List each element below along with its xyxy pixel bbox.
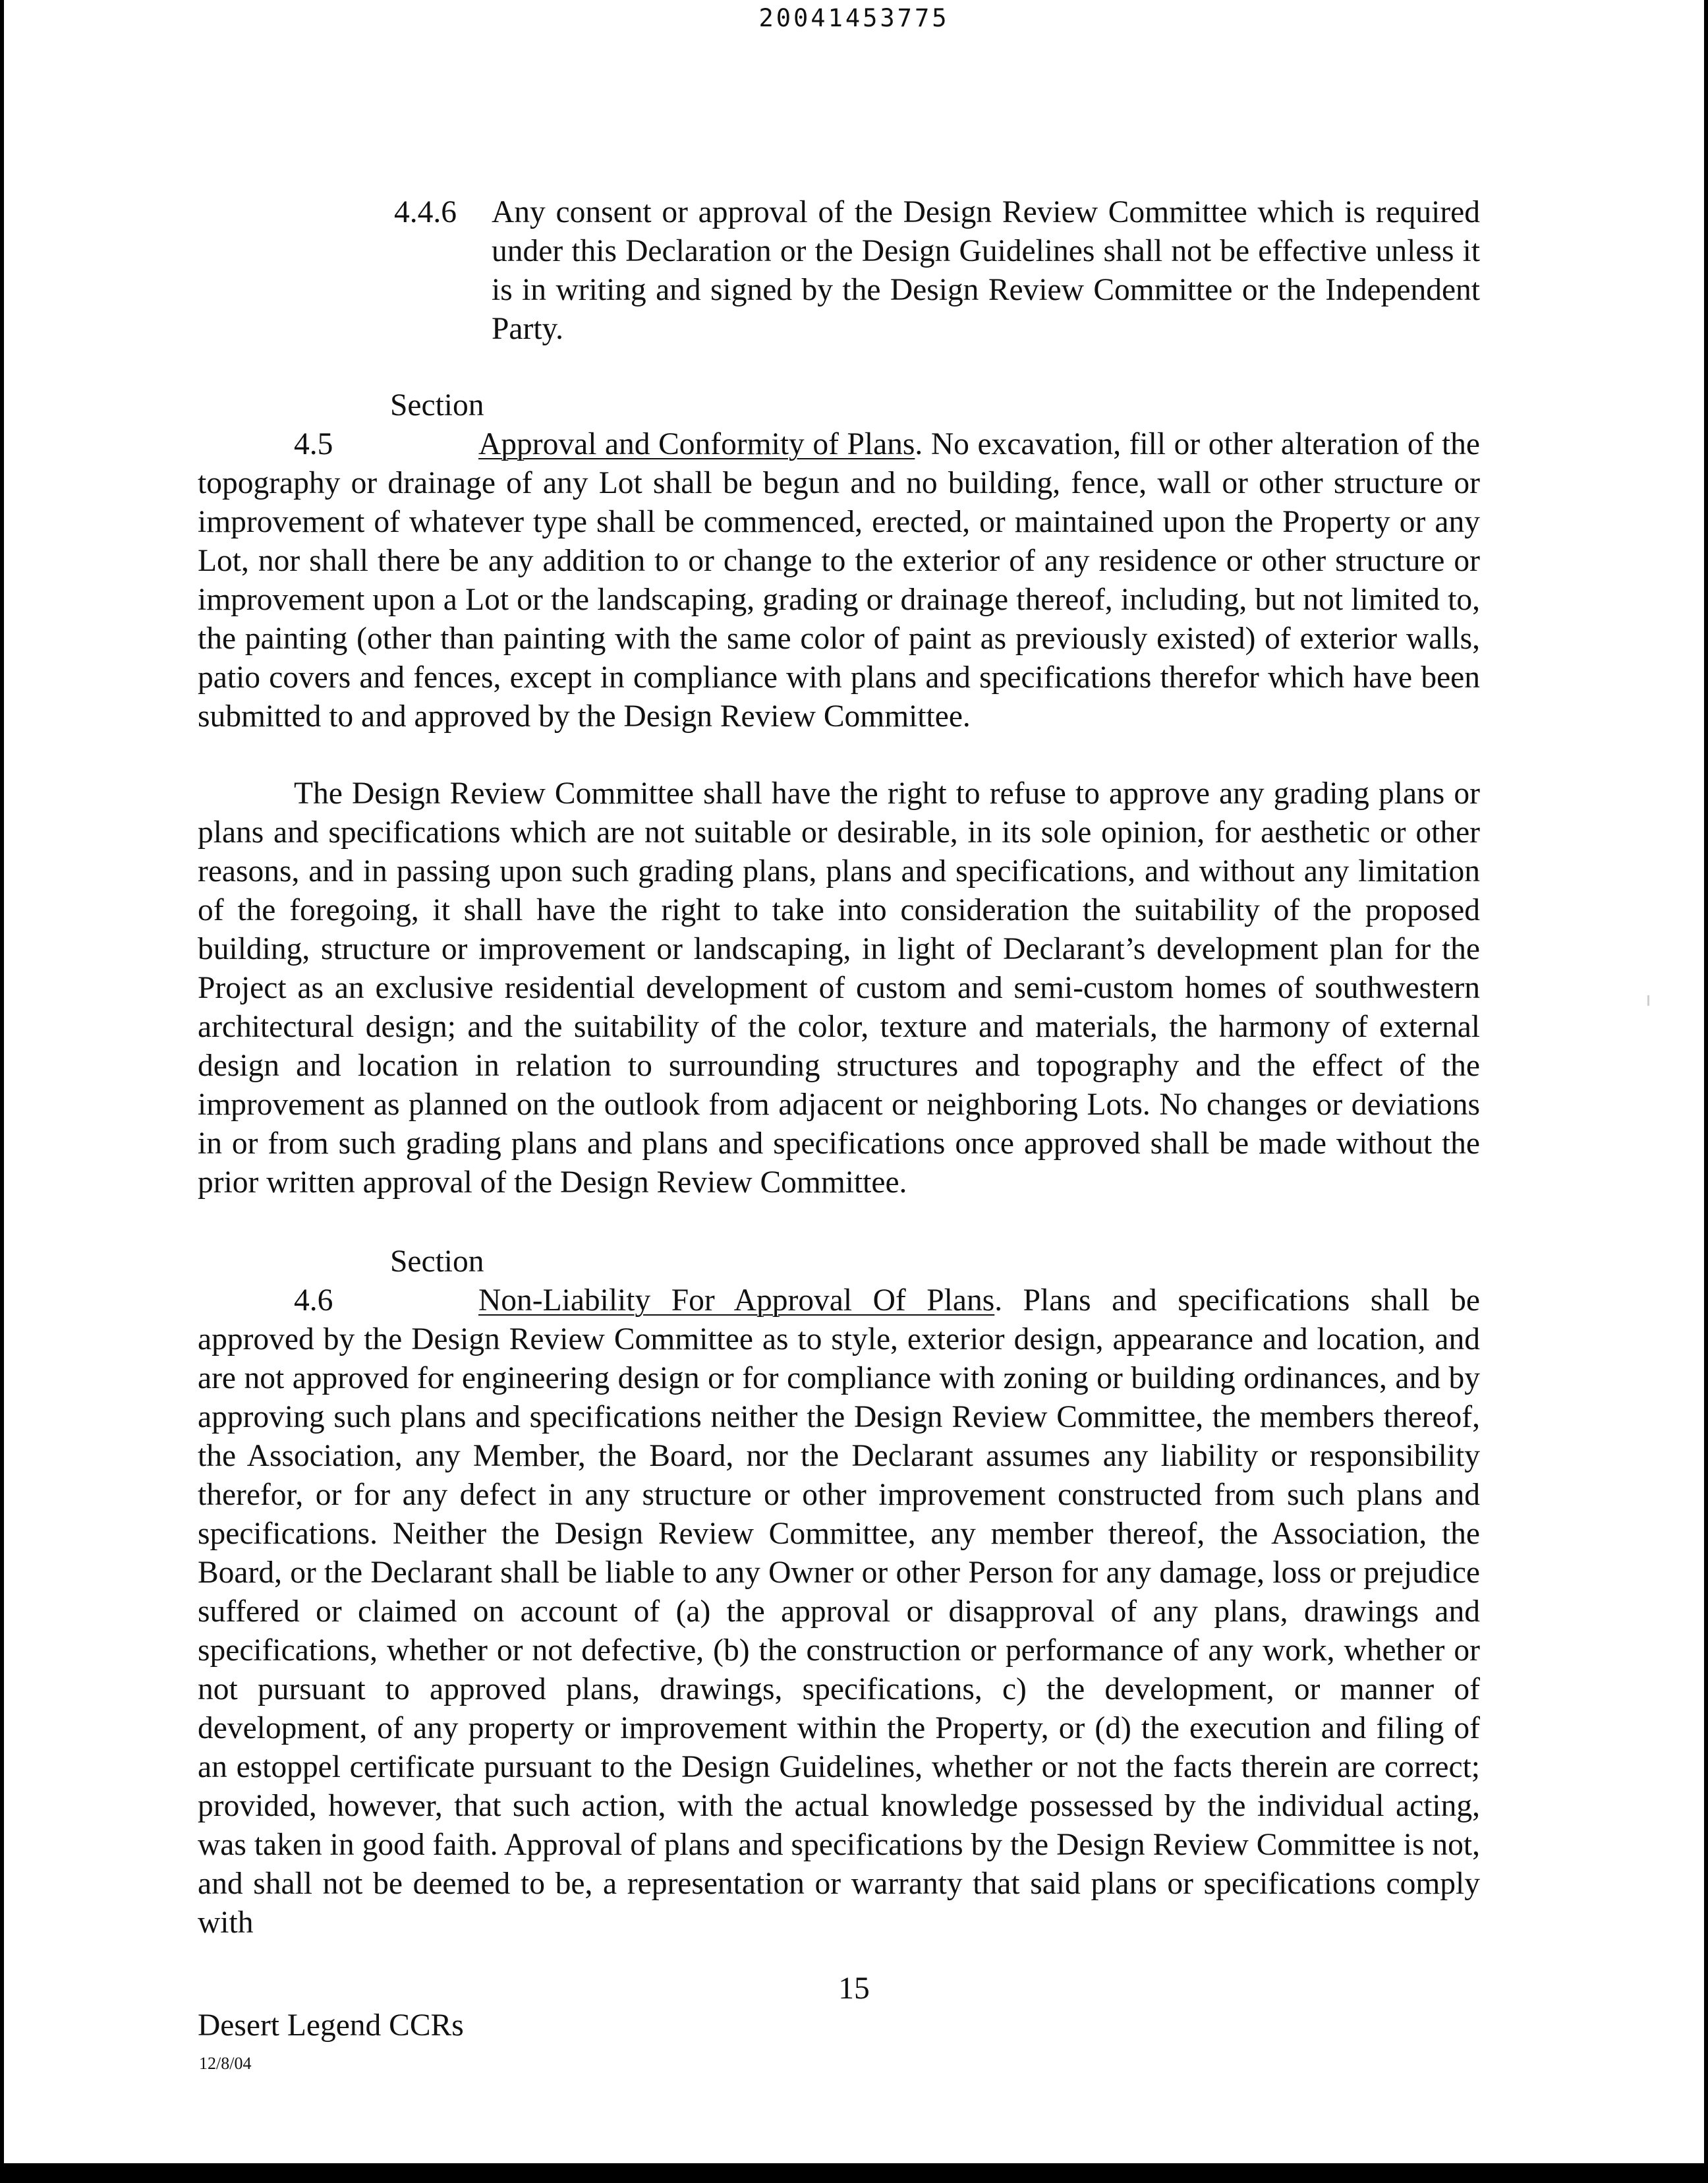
document-number: 20041453775 <box>758 4 950 32</box>
section-46-paragraph <box>198 1242 1480 1942</box>
page-number: 15 <box>838 1971 870 2006</box>
section-45-heading: Approval and Conformity of Plans <box>478 427 915 461</box>
scan-speck <box>1647 995 1649 1006</box>
section-45-label: Section 4.5 <box>294 388 484 461</box>
section-46-label: Section 4.6 <box>294 1244 484 1318</box>
footer-title: Desert Legend CCRs <box>198 2008 464 2043</box>
section-45-paragraph <box>198 386 1480 736</box>
subsection-number-446: 4.4.6 <box>394 195 457 229</box>
subsection-446-text: Any consent or approval of the Design Review Committee which is required under this Declaration or the Design Guidelines shall not be effective unless it is in writing and signed by the Design Review Committee or the Independent Party. <box>492 195 1480 346</box>
section-46-heading: Non-Liability For Approval Of Plans <box>478 1283 995 1318</box>
section-45-body: . No excavation, fill or other alteration of the topography or drainage of any Lot shall be begun and no building, fence, wall or other structure or improvement of whatever type shall be commenced, erected, or maintained upon the Property or any Lot, nor shall there be any addition to or change to the exterior of any residence or other structure or improvement upon a Lot or the landscaping, grading or drainage thereof, including, but not limited to, the painting (other than painting with the same color of paint as previously existed) of exterior walls, patio covers and fences, except in compliance with plans and specifications therefor which have been submitted to and approved by the Design Review Committee. <box>198 427 1480 734</box>
drc-paragraph: The Design Review Committee shall have the right to refuse to approve any grading plans or plans and specifications which are not suitable or desirable, in its sole opinion, for aesthetic or other reasons, and in passing upon such grading plans, plans and specifications, and without any limitation of the foregoing, it shall have the right to take into consideration the suitability of the proposed building, structure or improvement or landscaping, in light of Declarant’s development plan for the Project as an exclusive residential development of custom and semi-custom homes of southwestern architectural design; and the suitability of the color, texture and materials, the harmony of external design and location in relation to surrounding structures and topography and the effect of the improvement as planned on the outlook from adjacent or neighboring Lots. No changes or deviations in or from such grading plans and plans and specifications once approved shall be made without the prior written approval of the Design Review Committee. <box>198 776 1480 1200</box>
footer-date: 12/8/04 <box>199 2054 252 2073</box>
section-46-body: . Plans and specifications shall be approved by the Design Review Committee as to style, exterior design, appearance and location, and are not approved for engineering design or for compliance with zoning or building ordinances, and by approving such plans and specifications neither the Design Review Committee, the members thereof, the Association, any Member, the Board, nor the Declarant assumes any liability or responsibility therefor, or for any defect in any structure or other improvement constructed from such plans and specifications. Neither the Design Review Committee, any member thereof, the Association, the Board, or the Declarant shall be liable to any Owner or other Person for any damage, loss or prejudice suffered or claimed on account of (a) the approval or disapproval of any plans, drawings and specifications, whether or not defective, (b) the construction or performance of any work, whether or not pursuant to approved plans, drawings, specifications, c) the development, or manner of development, of any property or improvement within the Property, or (d) the execution and filing of an estoppel certificate pursuant to the Design Guidelines, whether or not the facts therein are correct; provided, however, that such action, with the actual knowledge possessed by the individual acting, was taken in good faith. Approval of plans and specifications by the Design Review Committee is not, and shall not be deemed to be, a representation or warranty that said plans or specifications comply with <box>198 1283 1481 1940</box>
